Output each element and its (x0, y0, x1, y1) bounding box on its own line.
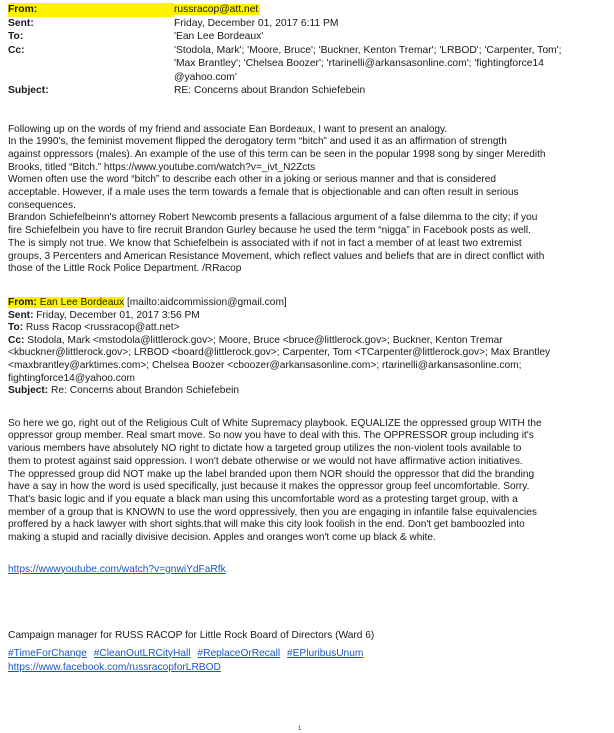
body-line: In the 1990's, the feminist movement flipped the derogatory term “bitch” and used it as an affirmation of strength (8, 136, 507, 148)
youtube-link-row (8, 563, 606, 576)
body-line: Brooks, titled “Bitch.” https://www.youtube.com/watch?v=_ivt_N2Zcts (8, 161, 316, 173)
sent-row (8, 17, 606, 31)
from-value[interactable]: russracop@att.net (174, 4, 259, 15)
page-mark: 1 (298, 726, 302, 732)
hashtag-link[interactable]: #EPluribusUnum (286, 647, 364, 659)
sent-value-2: Friday, December 01, 2017 3:56 PM (33, 309, 200, 321)
from-label: From: (8, 3, 174, 17)
subject-row-2 (8, 385, 606, 398)
cc-line: @yahoo.com' (174, 71, 237, 83)
hashtag-link[interactable]: #TimeForChange (8, 647, 87, 659)
from-highlight-2 (8, 297, 124, 308)
body-line: acceptable. However, if a male uses the term towards a female that is objectionable and can often result in serious (8, 187, 519, 199)
body-line: against oppressors (males). An example of the use of this term can be seen in the popular 1998 song by singer Meredith (8, 148, 546, 160)
to-label: To: (8, 31, 24, 42)
from-row-2 (8, 297, 606, 310)
sent-label-2: Sent: (8, 309, 34, 321)
facebook-link[interactable]: https://www.facebook.com/russracopforLRBOD (8, 661, 221, 673)
body-line: That's basic logic and if you equate a black man using this uncomfortable word as a protesting target group, with a (8, 493, 518, 505)
subject-row (8, 84, 606, 98)
cc-line: 'Max Brantley'; 'Chelsea Boozer'; 'rtarinelli@arkansasonline.com'; 'fightingforce14 (174, 58, 544, 69)
subject-value-2: Re: Concerns about Brandon Schiefebein (48, 385, 240, 397)
body-line: Women often use the word “bitch” to describe each other in a joking or serious manner and that is considered (8, 174, 496, 186)
cc-row (8, 44, 606, 85)
body-line: have a say in how the word is used specifically, just because it makes the oppressor group feel uncomfortable. Sorry. (8, 481, 530, 493)
to-value-2: Russ Racop <russracop@att.net> (23, 322, 180, 334)
cc-value (174, 44, 606, 85)
sent-value: Friday, December 01, 2017 6:11 PM (174, 17, 339, 29)
hashtag-link[interactable]: #CleanOutLRCityHall (93, 647, 191, 659)
from-label-2: From: (8, 296, 37, 308)
cc-line-2: fightingforce14@yahoo.com (8, 372, 136, 384)
from-value-wrap (174, 3, 606, 17)
hashtag-link[interactable]: #ReplaceOrRecall (197, 647, 281, 659)
cc-line-2: Stodola, Mark <mstodola@littlerock.gov>; Moore, Bruce <bruce@littlerock.gov>; Buckner, Kenton Tremar (24, 334, 503, 346)
cc-row-2 (8, 335, 606, 348)
subject-label: Subject: (8, 85, 49, 96)
body-line: So here we go, right out of the Religious Cult of White Supremacy playbook. EQUALIZE the oppressed group WITH the (8, 417, 542, 429)
cc-line: 'Stodola, Mark'; 'Moore, Bruce'; 'Buckner, Kenton Tremar'; 'LRBOD'; 'Carpenter, Tom'; (174, 44, 562, 56)
message-body-2 (8, 418, 606, 545)
sent-row-2 (8, 310, 606, 323)
body-line: The is simply not true. We know that Schiefelbein is associated with if not in fact a member of at least two extremist (8, 237, 522, 249)
from-mail-2[interactable]: [mailto:aidcommission@gmail.com] (124, 296, 287, 308)
facebook-link-row (8, 661, 606, 675)
email-header-1 (8, 3, 606, 98)
message-body-1 (8, 124, 606, 276)
to-row (8, 30, 606, 44)
cc-label-2: Cc: (8, 334, 25, 346)
body-line: proffered by a hack lawyer with short sights.that will make this city look foolish in the end. Don't get bamboozled into (8, 519, 525, 531)
from-name-2[interactable]: Ean Lee Bordeaux (39, 296, 125, 308)
campaign-signature: Campaign manager for RUSS RACOP for Little Rock Board of Directors (Ward 6) (8, 629, 375, 641)
subject-value: RE: Concerns about Brandon Schiefebein (174, 85, 366, 96)
cc-label: Cc: (8, 44, 25, 56)
subject-label-2: Subject: (8, 385, 49, 397)
email-header-2 (8, 297, 606, 398)
body-line: them to protest against said oppression. I won't debate otherwise or we would not have affirmative action initiatives. (8, 455, 523, 467)
to-label-2: To: (8, 322, 24, 334)
cc-line-2: <maxbrantley@arktimes.com>; Chelsea Boozer <cboozer@arkansasonline.com>; rtarinelli@arkansasonline.com; (8, 359, 522, 371)
sent-label: Sent: (8, 17, 34, 29)
body-line: those of the Little Rock Police Department. /RRacop (8, 263, 242, 275)
body-line: consequences. (8, 199, 76, 211)
body-line: groups, 3 Percenters and American Resistance Movement, which reflect values and beliefs that are in direct conflict with (8, 250, 545, 262)
hashtag-row (8, 647, 606, 661)
cc-line-2: <kbuckner@littlerock.gov>; LRBOD <board@littlerock.gov>; Carpenter, Tom <TCarpenter@littlerock.gov>; Max Brantley (8, 347, 551, 359)
body-line: The oppressed group did NOT make up the label branded upon them NOR should the oppressor that did the branding (8, 468, 535, 480)
youtube-link[interactable]: https://wwwyoutube.com/watch?v=gnwiYdFaRfk (8, 563, 226, 575)
to-row-2 (8, 322, 606, 335)
body-line: Brandon Schiefelbeinn's attorney Robert Newcomb presents a fallacious argument of a false dilemma to the city; if you (8, 212, 538, 224)
from-row (8, 3, 606, 17)
to-value: 'Ean Lee Bordeaux' (174, 31, 264, 42)
body-line: various members have absolutely NO right to dictate how a targeted group utilizes the non-violent tools available to (8, 443, 522, 455)
body-line: making a stupid and racially divisive decision. Apples and oranges won't come up black & white. (8, 532, 436, 544)
body-line: Following up on the words of my friend and associate Ean Bordeaux, I want to present an analogy. (8, 123, 448, 135)
body-line: member of a group that is KNOWN to use the word oppressively, then you are engaging in infantile false equivalencies (8, 506, 537, 518)
body-line: fire Schiefelbein you have to fire recruit Brandon Gurley because he used the term “nigga” in Facebook posts as well. (8, 225, 531, 237)
body-line: oppressor group member. Real smart move. So now you have to deal with this. The OPPRESSOR group including it's (8, 430, 534, 442)
